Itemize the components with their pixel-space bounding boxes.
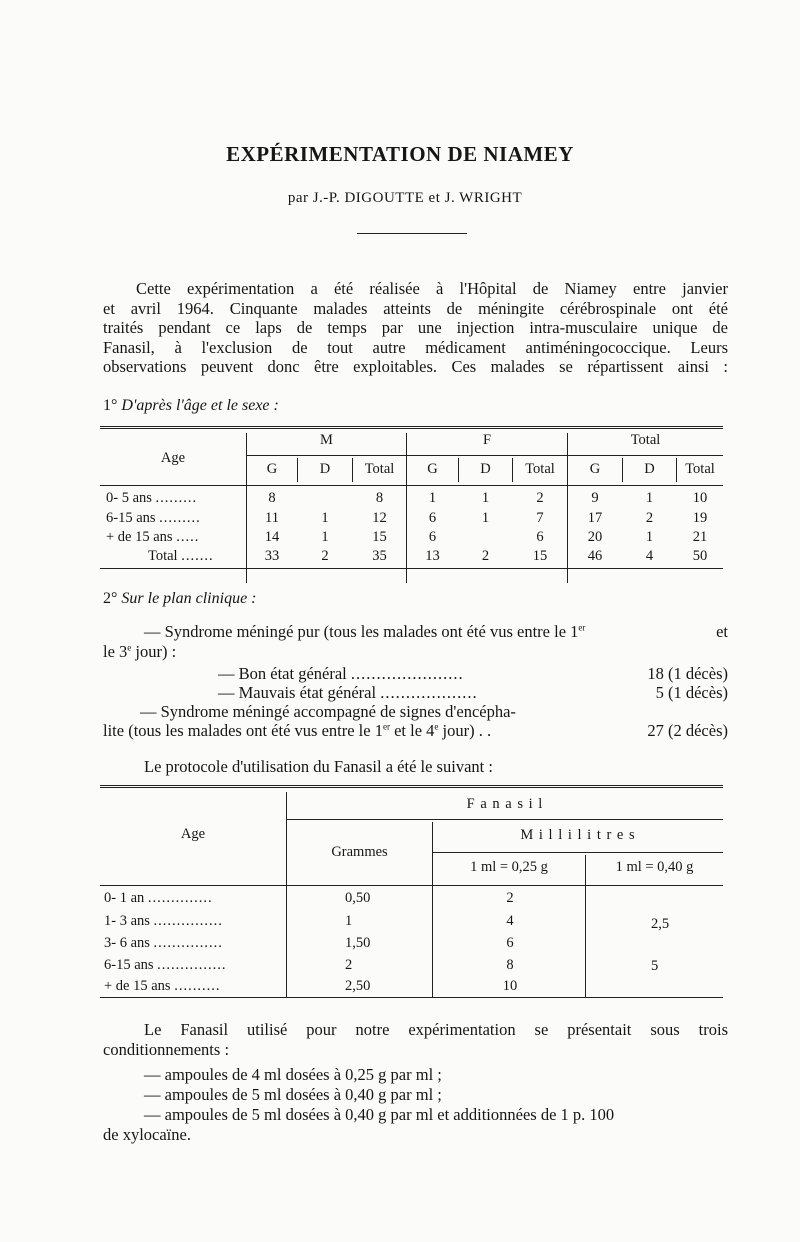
table-cell: 9: [591, 490, 599, 506]
group-header-total: Total: [630, 432, 661, 448]
age-label: 0- 5 ans: [106, 490, 152, 506]
table-cell: 20: [587, 529, 603, 545]
clinique-line-5: — Syndrome méningé accompagné de signes d'encépha-: [140, 702, 516, 721]
leader-dots: ..........: [174, 978, 221, 994]
section-2-heading: [103, 590, 257, 608]
age-label: 3- 6 ans: [104, 935, 150, 951]
sub-header: D: [319, 461, 331, 477]
age-cell: [104, 913, 223, 930]
table-divider: [585, 855, 586, 997]
age-header: Age: [180, 826, 206, 842]
leader-dots: ...............: [157, 957, 227, 973]
table-cell: 6: [536, 529, 544, 545]
closing-line: Le Fanasil utilisé pour notre expérimentation se présentait sous trois: [144, 1020, 728, 1039]
group-header-m: M: [320, 432, 333, 448]
sub-header: Total: [685, 461, 715, 477]
ml-025-cell: 8: [506, 957, 514, 973]
section-1-number: 1°: [103, 397, 118, 414]
age-label: 6-15 ans: [106, 510, 156, 526]
sub-header: D: [480, 461, 491, 477]
grammes-header: Grammes: [331, 844, 388, 860]
grammes-cell: 0,50: [345, 890, 371, 906]
table-divider: [432, 822, 433, 997]
bon-etat-label: — Bon état général ......................: [218, 664, 464, 683]
table-cell: 19: [692, 510, 708, 526]
intro-line: traités pendant ce laps de temps par une injection intra-musculaire unique de: [103, 318, 728, 338]
table-rule: [100, 485, 723, 486]
bon-etat-value: 18 (1 décès): [647, 664, 728, 683]
protocole-line: Le protocole d'utilisation du Fanasil a été le suivant :: [144, 757, 493, 776]
table-rule: [287, 819, 723, 820]
table-cell: 2: [536, 490, 544, 506]
age-label: Total: [148, 548, 178, 564]
clinique-line-1: — Syndrome méningé pur (tous les malades ont été vus entre le 1er et: [144, 622, 728, 641]
sub-header: G: [589, 461, 601, 477]
grammes-cell: 2: [345, 957, 353, 973]
intro-line: et avril 1964. Cinquante malades atteints de méningite cérébrospinale ont été: [103, 298, 728, 318]
table-cell: 1: [645, 490, 654, 506]
age-cell: [106, 510, 201, 527]
table-cell: 15: [532, 548, 548, 564]
table-cell: 15: [372, 529, 387, 545]
table-divider: [286, 792, 287, 997]
intro-line: Cette expérimentation a été réalisée à l'Hôpital de Niamey entre janvier: [136, 279, 728, 298]
leader-dots: .......: [181, 548, 214, 564]
leader-dots: .........: [159, 510, 201, 526]
ml-025-header: 1 ml = 0,25 g: [470, 859, 548, 875]
ml-025-cell: 2: [506, 890, 514, 906]
age-cell: [106, 529, 199, 546]
section-2-label: Sur le plan clinique :: [121, 590, 257, 607]
table-bottom-rule: [100, 997, 723, 998]
leader-dots: .....: [176, 529, 200, 545]
intro-line: observations peuvent donc être exploitables. Ces malades se répartissent ainsi :: [103, 357, 728, 377]
sub-header: G: [427, 461, 438, 477]
table-cell: 2: [321, 548, 329, 564]
clinique-line-6: lite (tous les malades ont été vus entre le 1er et le 4e jour) . .: [103, 721, 492, 740]
ml-025-cell: 4: [506, 913, 514, 929]
table-cell: 1: [481, 490, 490, 506]
table-cell: 1: [321, 510, 329, 526]
table-top-rule: [100, 785, 723, 788]
table-rule: [247, 455, 723, 456]
table-cell: 13: [425, 548, 440, 564]
table-cell: 2: [645, 510, 654, 526]
table-cell: 10: [692, 490, 708, 506]
table-cell: 33: [264, 548, 280, 564]
sub-header: G: [266, 461, 278, 477]
table-cell: 1: [481, 510, 490, 526]
table-cell: 6: [428, 510, 437, 526]
table-cell: 4: [645, 548, 654, 564]
leader-dots: ..............: [147, 890, 213, 906]
mauvais-etat-value: 5 (1 décès): [655, 683, 728, 702]
age-cell: [104, 957, 227, 974]
page-title: EXPÉRIMENTATION DE NIAMEY: [226, 142, 574, 166]
table-cell: 8: [268, 490, 276, 506]
ml-040-cell: 5: [651, 958, 659, 974]
age-cell: [104, 890, 213, 907]
table-cell: 46: [587, 548, 603, 564]
ml-025-cell: 10: [502, 978, 518, 994]
closing-line: — ampoules de 4 ml dosées à 0,25 g par ml ;: [144, 1065, 442, 1084]
encephalite-value: 27 (2 décès): [647, 721, 728, 740]
table-bottom-rule: [100, 568, 723, 569]
age-cell: [104, 978, 220, 995]
intro-paragraph: [103, 279, 728, 377]
age-cell: [104, 935, 223, 952]
age-label: + de 15 ans: [104, 978, 171, 994]
table-rule: [100, 885, 723, 886]
clinique-line-2: le 3e jour) :: [103, 642, 177, 661]
table-rule: [433, 852, 723, 853]
group-header-f: F: [482, 432, 492, 448]
closing-line: conditionnements :: [103, 1040, 230, 1059]
age-label: 1- 3 ans: [104, 913, 150, 929]
table-cell: 1: [321, 529, 329, 545]
table-cell: 17: [587, 510, 603, 526]
closing-line: — ampoules de 5 ml dosées à 0,40 g par ml ;: [144, 1085, 442, 1104]
byline: par J.-P. DIGOUTTE et J. WRIGHT: [287, 190, 523, 206]
table-cell: 1: [428, 490, 437, 506]
table-cell: 7: [536, 510, 544, 526]
ml-040-header: 1 ml = 0,40 g: [615, 859, 694, 875]
mauvais-etat-label: — Mauvais état général ...................: [218, 683, 478, 702]
ml-025-cell: 6: [506, 935, 514, 951]
section-2-number: 2°: [103, 590, 118, 607]
table-cell: 1: [645, 529, 654, 545]
grammes-cell: 1,50: [345, 935, 371, 951]
age-header: Age: [160, 450, 186, 466]
table-cell: 6: [428, 529, 437, 545]
closing-line: — ampoules de 5 ml dosées à 0,40 g par ml et additionnées de 1 p. 100: [144, 1105, 615, 1124]
table-cell: 35: [372, 548, 387, 564]
ml-040-cell: 2,5: [651, 916, 670, 932]
table-cell: 12: [372, 510, 387, 526]
age-label: 6-15 ans: [104, 957, 154, 973]
section-1-heading: [103, 397, 279, 415]
intro-line: Fanasil, à l'exclusion de tout autre médicament antiméningococcique. Leurs: [103, 337, 728, 357]
section-1-label: D'après l'âge et le sexe :: [121, 397, 279, 414]
title-divider: [357, 233, 467, 234]
age-label: 0- 1 an: [104, 890, 145, 906]
age-cell: [148, 548, 214, 565]
grammes-cell: 1: [345, 913, 353, 929]
closing-line: de xylocaïne.: [103, 1125, 191, 1144]
table-cell: 14: [264, 529, 280, 545]
leader-dots: ...............: [153, 935, 223, 951]
table-cell: 8: [375, 490, 384, 506]
table-top-rule: [100, 426, 723, 429]
table-cell: 11: [265, 510, 279, 526]
millilitres-header: M i l l i l i t r e s: [520, 827, 636, 843]
age-label: + de 15 ans: [106, 529, 173, 545]
leader-dots: ...............: [153, 913, 223, 929]
fanasil-header: F a n a s i l: [466, 796, 544, 812]
sub-header: D: [644, 461, 655, 477]
age-cell: [106, 490, 197, 507]
leader-dots: .........: [155, 490, 198, 506]
table-cell: 2: [481, 548, 490, 564]
grammes-cell: 2,50: [345, 978, 371, 994]
table-cell: 50: [692, 548, 708, 564]
table-cell: 21: [692, 529, 708, 545]
sub-header: Total: [525, 461, 555, 477]
sub-header: Total: [364, 461, 395, 477]
